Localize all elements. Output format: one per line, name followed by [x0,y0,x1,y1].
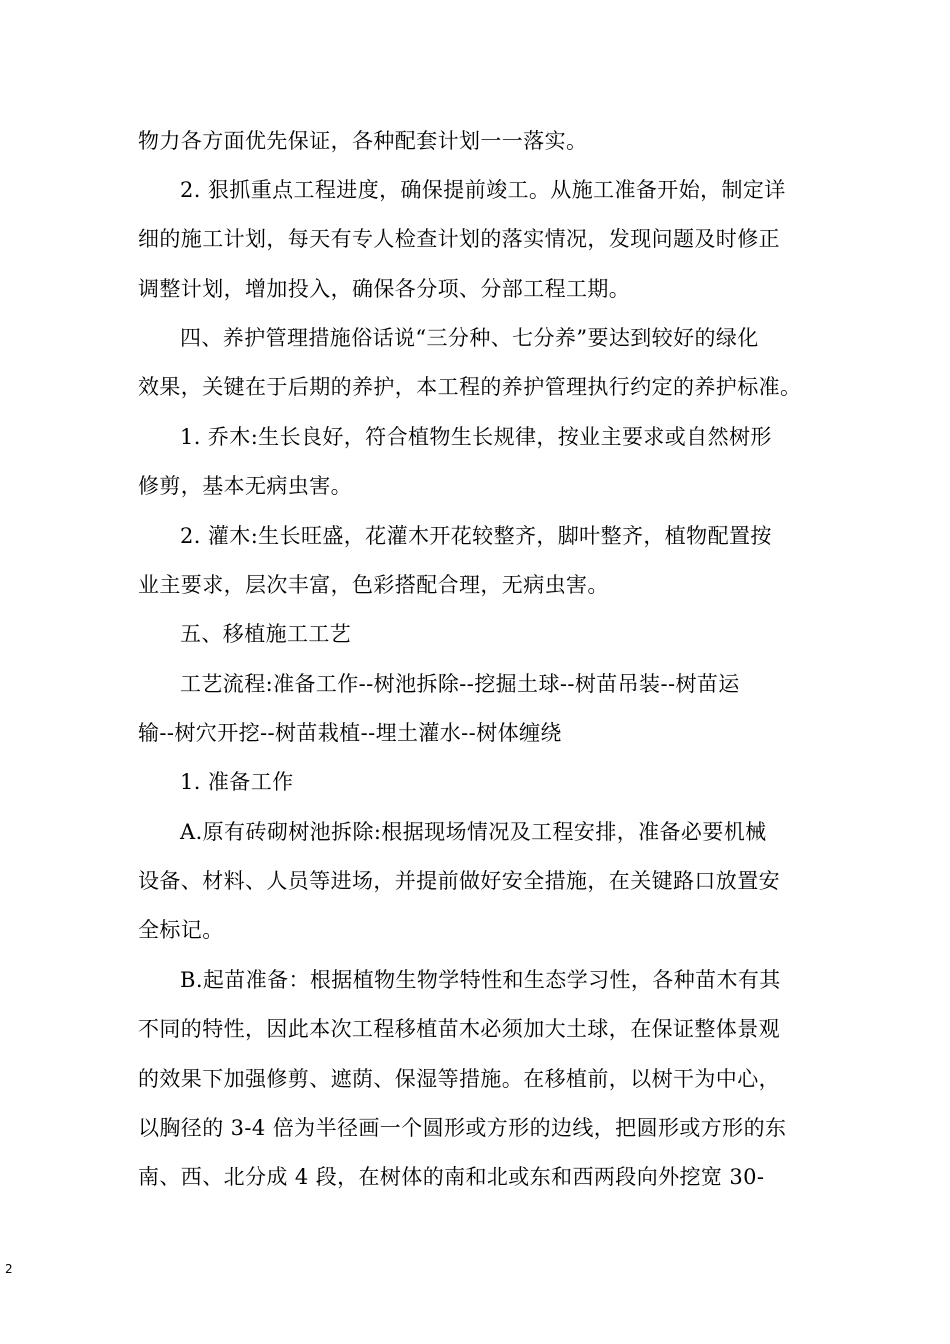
text-line: A.原有砖砌树池拆除:根据现场情况及工程安排，准备必要机械 [180,820,767,844]
text-line: 2. 灌木:生长旺盛，花灌木开花较整齐，脚叶整齐，植物配置按 [180,524,772,548]
text-line: 修剪，基本无病虫害。 [138,474,352,498]
text-line: 以胸径的 3-4 倍为半径画一个圆形或方形的边线，把圆形或方形的东 [138,1116,787,1140]
text-line: 效果，关键在于后期的养护，本工程的养护管理执行约定的养护标准。 [138,375,802,399]
text-line: 不同的特性，因此本次工程移植苗木必须加大土球，在保证整体景观 [138,1017,780,1041]
text-line: 调整计划，增加投入，确保各分项、分部工程工期。 [138,277,631,301]
text-line: 的效果下加强修剪、遮荫、保湿等措施。在移植前，以树干为中心， [138,1067,780,1091]
text-line: 1. 乔木:生长良好，符合植物生长规律，按业主要求或自然树形 [180,425,772,449]
text-line: 四、养护管理措施俗话说“三分种、七分养”要达到较好的绿化 [180,326,759,350]
text-line: 物力各方面优先保证，各种配套计划一一落实。 [138,129,588,153]
text-line: 南、西、北分成 4 段，在树体的南和北或东和西两段向外挖宽 30- [138,1165,765,1189]
text-line: 2. 狠抓重点工程进度，确保提前竣工。从施工准备开始，制定详 [180,178,786,202]
text-line: 设备、材料、人员等进场，并提前做好安全措施，在关键路口放置安 [138,869,780,893]
section-heading: 五、移植施工工艺 [180,622,352,646]
text-line: 全标记。 [138,918,224,942]
text-line: B.起苗准备：根据植物生物学特性和生态学习性，各种苗木有其 [180,968,781,992]
text-line: 细的施工计划，每天有专人检查计划的落实情况，发现问题及时修正 [138,227,780,251]
subsection-heading: 1. 准备工作 [180,770,294,794]
text-line: 业主要求，层次丰富，色彩搭配合理，无病虫害。 [138,573,609,597]
page-number: 2 [5,1262,13,1276]
text-line: 工艺流程:准备工作--树池拆除--挖掘土球--树苗吊装--树苗运 [180,672,740,696]
text-line: 输--树穴开挖--树苗栽植--埋土灌水--树体缠绕 [138,721,562,745]
